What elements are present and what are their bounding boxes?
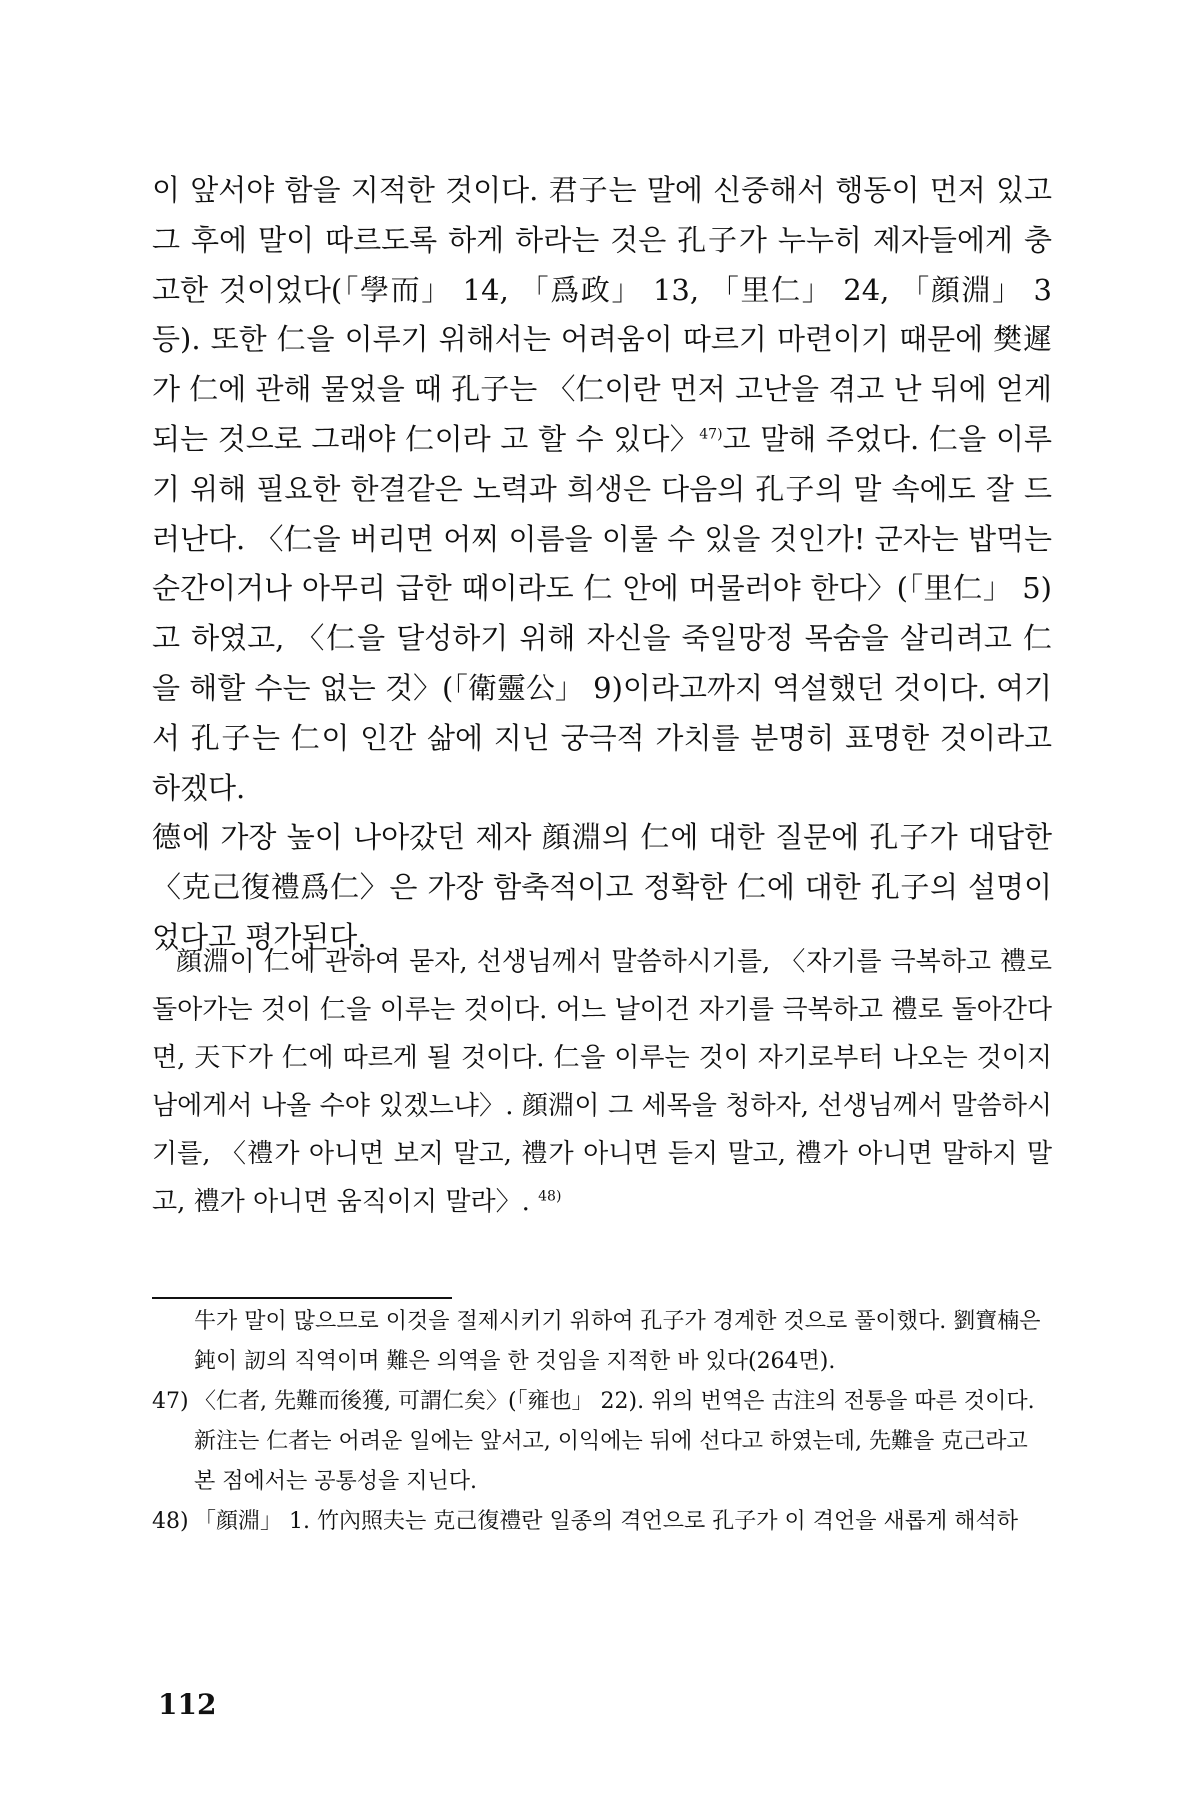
quote-text: 顔淵이 仁에 관하여 묻자, 선생님께서 말씀하시기를, 〈자기를 극복하고 禮로 돌아가는 것이 仁을 이루는 것이다. 어느 날이건 자기를 극복하고 禮로 돌아간다면, 天下가 仁에 따르게 될 것이다. 仁을 이루는 것이 자기로부터 나오는 것이지 남에게서 나올 수야 있겠느냐〉. 顔淵이 그 세목을 청하자, 선생님께서 말씀하시기를, 〈禮가 아니면 보지 말고, 禮가 아니면 듣지 말고, 禮가 아니면 말하지 말고, 禮가 아니면 움직이지 말라〉.: [152, 947, 1052, 1217]
paragraph-1: [152, 166, 1052, 813]
paragraph-1-text-rest: 고 말해 주었다. 仁을 이루기 위해 필요한 한결같은 노력과 희생은 다음의 孔子의 말 속에도 잘 드러난다. 〈仁을 버리면 어찌 이름을 이룰 수 있을 것인가! 군자는 밥먹는 순간이거나 아무리 급한 때이라도 仁 안에 머물러야 한다〉(「里仁」 5)고 하였고, 〈仁을 달성하기 위해 자신을 죽일망정 목숨을 살리려고 仁을 해할 수는 없는 것〉(「衛靈公」 9)이라고까지 역설했던 것이다. 여기서 孔子는 仁이 인간 삶에 지닌 궁극적 가치를 분명히 표명한 것이라고 하겠다.: [152, 421, 1052, 805]
footnote-48-number: 48): [152, 1509, 189, 1534]
footnote-ref-48: 48): [538, 1188, 562, 1205]
main-text: [152, 166, 1052, 963]
footnote-divider: [152, 1297, 452, 1299]
footnote-47: [152, 1382, 1052, 1502]
block-quote: [152, 938, 1052, 1226]
footnote-48-text: 「顔淵」 1. 竹內照夫는 克己復禮란 일종의 격언으로 孔子가 이 격언을 새롭게 해석하: [194, 1509, 1018, 1534]
footnote-continuation: 牛가 말이 많으므로 이것을 절제시키기 위하여 孔子가 경계한 것으로 풀이했다. 劉寶楠은 鈍이 訒의 직역이며 難은 의역을 한 것임을 지적한 바 있다(264면).: [194, 1309, 1041, 1374]
footnotes: [152, 1302, 1052, 1542]
page-number: 112: [158, 1688, 217, 1721]
footnote-ref-47: 47): [699, 426, 723, 443]
footnote-47-text: 〈仁者, 先難而後獲, 可謂仁矣〉(「雍也」 22). 위의 번역은 古注의 전통을 따른 것이다. 新注는 仁者는 어려운 일에는 앞서고, 이익에는 뒤에 선다고 하였는데, 先難을 克己라고 본 점에서는 공통성을 지닌다.: [194, 1389, 1035, 1494]
paragraph-2: 德에 가장 높이 나아갔던 제자 顔淵의 仁에 대한 질문에 孔子가 대답한 〈克己復禮爲仁〉은 가장 함축적이고 정확한 仁에 대한 孔子의 설명이었다고 평가된다.: [152, 820, 1052, 954]
footnote-48: [152, 1502, 1052, 1542]
footnote-47-number: 47): [152, 1389, 189, 1414]
paragraph-1-text: 이 앞서야 함을 지적한 것이다. 君子는 말에 신중해서 행동이 먼저 있고 그 후에 말이 따르도록 하게 하라는 것은 孔子가 누누히 제자들에게 충고한 것이었다(「學而」 14, 「爲政」 13, 「里仁」 24, 「顔淵」 3 등). 또한 仁을 이루기 위해서는 어려움이 따르기 마련이기 때문에 樊遲가 仁에 관해 물었을 때 孔子는 〈仁이란 먼저 고난을 겪고 난 뒤에 얻게 되는 것으로 그래야 仁이라 고 할 수 있다〉: [152, 173, 1052, 456]
